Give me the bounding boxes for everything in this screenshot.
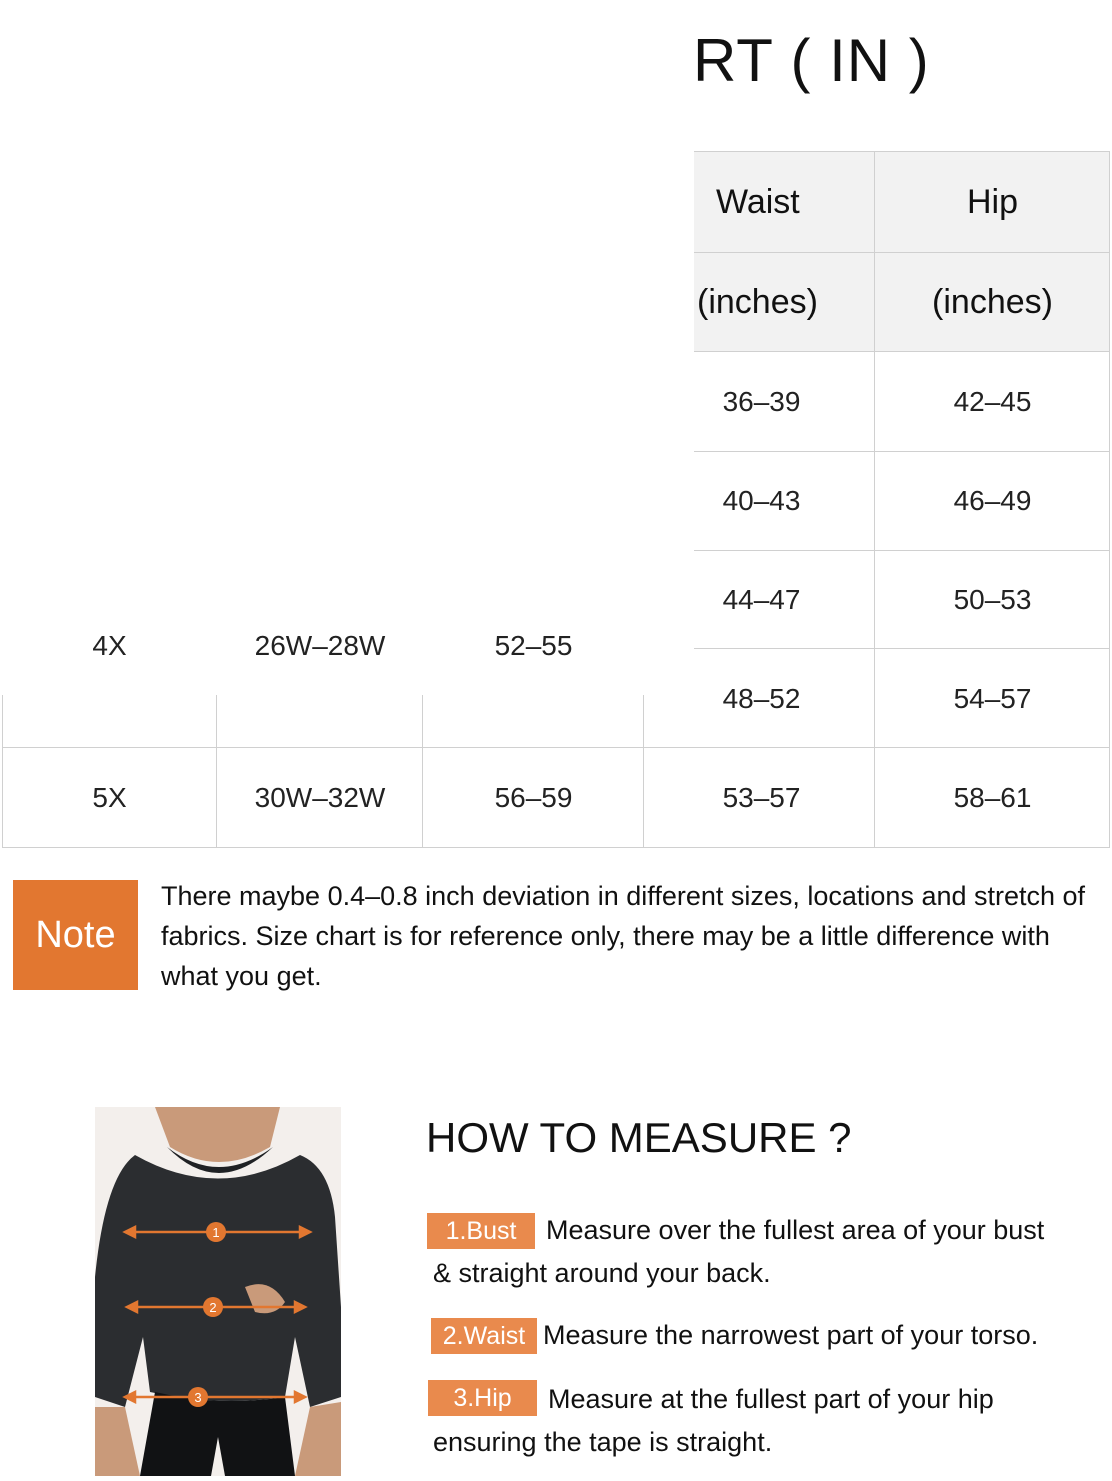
header-waist-unit: (inches) [694, 253, 874, 351]
page-title: RT ( IN ) [693, 27, 930, 94]
waist-text-1: Measure the narrowest part of your torso. [543, 1320, 1039, 1350]
row4-us: 26W–28W [254, 629, 386, 661]
svg-text:1: 1 [212, 1225, 220, 1240]
table-line [643, 695, 644, 848]
note-badge: Note [13, 880, 138, 990]
bust-text-2: & straight around your back. [433, 1258, 771, 1288]
row5-hip: 58–61 [953, 781, 1032, 813]
row5-us: 30W–32W [254, 781, 386, 813]
row4-hip: 54–57 [953, 682, 1032, 714]
sweatshirt-illustration [95, 1107, 341, 1476]
table-line [422, 695, 423, 848]
row4-clipped [0, 629, 694, 695]
measure-title: HOW TO MEASURE ? [426, 1114, 852, 1161]
table-line [694, 550, 1110, 551]
table-line [694, 151, 1110, 152]
table-line [694, 648, 1110, 649]
hip-text-1: Measure at the fullest part of your hip [548, 1384, 994, 1414]
table-line [1109, 151, 1110, 848]
tag-waist: 2.Waist [431, 1318, 537, 1354]
svg-text:3: 3 [194, 1390, 202, 1405]
row5-size: 5X [92, 781, 127, 813]
hip-text-2: ensuring the tape is straight. [433, 1427, 773, 1457]
table-line [694, 252, 1110, 253]
row2-waist: 40–43 [722, 484, 801, 516]
row1-hip: 42–45 [953, 385, 1032, 417]
table-line [216, 695, 217, 848]
row2-hip: 46–49 [953, 484, 1032, 516]
tag-bust: 1.Bust [427, 1213, 535, 1249]
header-waist: Waist [694, 152, 874, 252]
row4-bust: 52–55 [494, 629, 573, 661]
table-line [2, 747, 1110, 748]
bust-text-1: Measure over the fullest area of your bust [546, 1215, 1045, 1245]
row1-waist: 36–39 [722, 385, 801, 417]
row4-waist: 48–52 [722, 682, 801, 714]
row3-hip: 50–53 [953, 583, 1032, 615]
row3-waist: 44–47 [722, 583, 801, 615]
table-line [2, 847, 1110, 848]
row5-bust: 56–59 [494, 781, 573, 813]
row4-size: 4X [92, 629, 127, 661]
header-hip: Hip [875, 152, 1110, 252]
header-hip-unit: (inches) [875, 253, 1110, 351]
measure-photo [95, 1107, 341, 1476]
svg-text:2: 2 [209, 1300, 217, 1315]
table-line [874, 151, 875, 848]
table-line [2, 695, 3, 848]
table-line [694, 451, 1110, 452]
row5-waist: 53–57 [722, 781, 801, 813]
tag-hip: 3.Hip [428, 1380, 537, 1416]
table-line [694, 351, 1110, 352]
note-text: There maybe 0.4–0.8 inch deviation in different sizes, locations and stretch of fabrics. Size chart is for reference only, there may be a little difference with what you get. [161, 881, 1086, 991]
